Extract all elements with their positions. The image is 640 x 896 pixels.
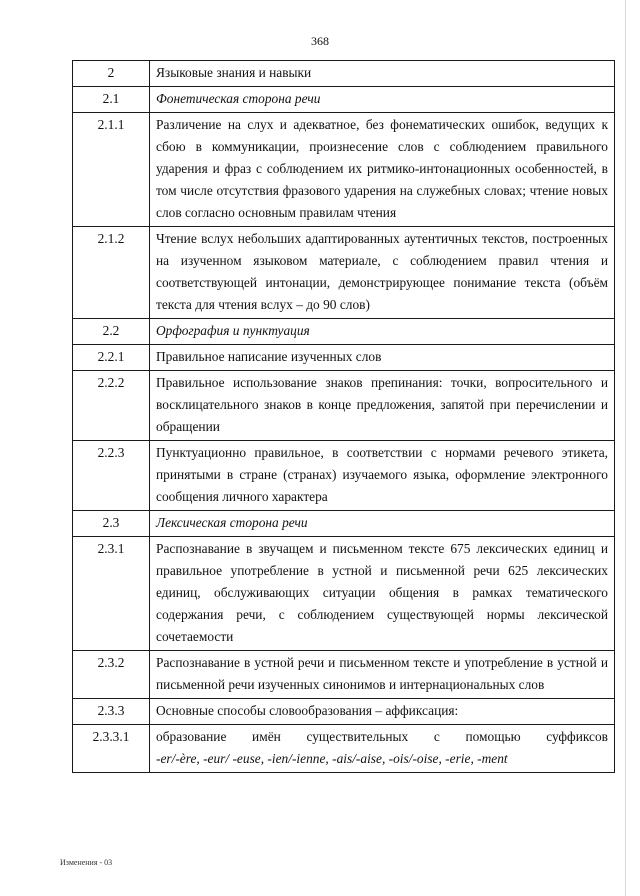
row-number: 2.3 — [73, 511, 150, 537]
table-row — [73, 371, 615, 441]
table-row — [73, 537, 615, 651]
section-heading: Орфография и пунктуация — [150, 319, 615, 345]
scan-edge-line — [625, 0, 626, 896]
row-text: Пунктуационно правильное, в соответствии с нормами речевого этикета, принятыми в стране (странах) изучаемого языка, оформление электронного сообщения личного характера — [150, 441, 615, 511]
table-row — [73, 651, 615, 699]
table-row — [73, 725, 615, 773]
table-row — [73, 113, 615, 227]
row-text: Правильное написание изученных слов — [150, 345, 615, 371]
row-number: 2.1.1 — [73, 113, 150, 227]
table-row — [73, 511, 615, 537]
row-text: образование имён существительных с помощью суффиксов — [156, 729, 608, 744]
section-heading: Фонетическая сторона речи — [150, 87, 615, 113]
section-heading: Лексическая сторона речи — [150, 511, 615, 537]
footer-revision-note: Изменения - 03 — [60, 858, 113, 867]
table-row — [73, 441, 615, 511]
row-text: Распознавание в звучащем и письменном тексте 675 лексических единиц и правильное употребление в устной и письменной речи 625 лексических единиц, обслуживающих ситуации общения в рамках тематического содержания речи, с соблюдением существующей нормы лексической сочетаемости — [150, 537, 615, 651]
row-number: 2.3.3.1 — [73, 725, 150, 773]
table-row — [73, 699, 615, 725]
table-row — [73, 61, 615, 87]
row-text: Основные способы словообразования – аффиксация: — [150, 699, 615, 725]
row-text: Различение на слух и адекватное, без фонематических ошибок, ведущих к сбою в коммуникации, произнесение слов с соблюдением правильного ударения и фраз с соблюдением их ритмико-интонационных особенностей, в том числе отсутствия фразового ударения на служебных словах; чтение новых слов согласно основным правилам чтения — [150, 113, 615, 227]
row-number: 2 — [73, 61, 150, 87]
row-text: Чтение вслух небольших адаптированных аутентичных текстов, построенных на изученном языковом материале, с соблюдением правил чтения и соответствующей интонации, демонстрирующее понимание текста (объём текста для чтения вслух – до 90 слов) — [150, 227, 615, 319]
table-row — [73, 87, 615, 113]
content-table — [72, 60, 615, 773]
table-row — [73, 227, 615, 319]
row-number: 2.3.1 — [73, 537, 150, 651]
page-number: 368 — [311, 34, 329, 48]
suffix-list: -er/-ère, -eur/ -euse, -ien/-ienne, -ais/-aise, -ois/-oise, -erie, -ment — [156, 751, 508, 766]
row-text: Правильное использование знаков препинания: точки, вопросительного и восклицательного знаков в конце предложения, запятой при перечислении и обращении — [150, 371, 615, 441]
row-number: 2.1 — [73, 87, 150, 113]
row-number: 2.2.3 — [73, 441, 150, 511]
row-text: Языковые знания и навыки — [150, 61, 615, 87]
table-row — [73, 319, 615, 345]
row-number: 2.2.2 — [73, 371, 150, 441]
row-number: 2.3.3 — [73, 699, 150, 725]
table-row — [73, 345, 615, 371]
row-number: 2.1.2 — [73, 227, 150, 319]
row-number: 2.2.1 — [73, 345, 150, 371]
row-number: 2.3.2 — [73, 651, 150, 699]
row-text-with-suffixes — [150, 725, 615, 773]
row-number: 2.2 — [73, 319, 150, 345]
row-text: Распознавание в устной речи и письменном тексте и употребление в устной и письменной речи изученных синонимов и интернациональных слов — [150, 651, 615, 699]
